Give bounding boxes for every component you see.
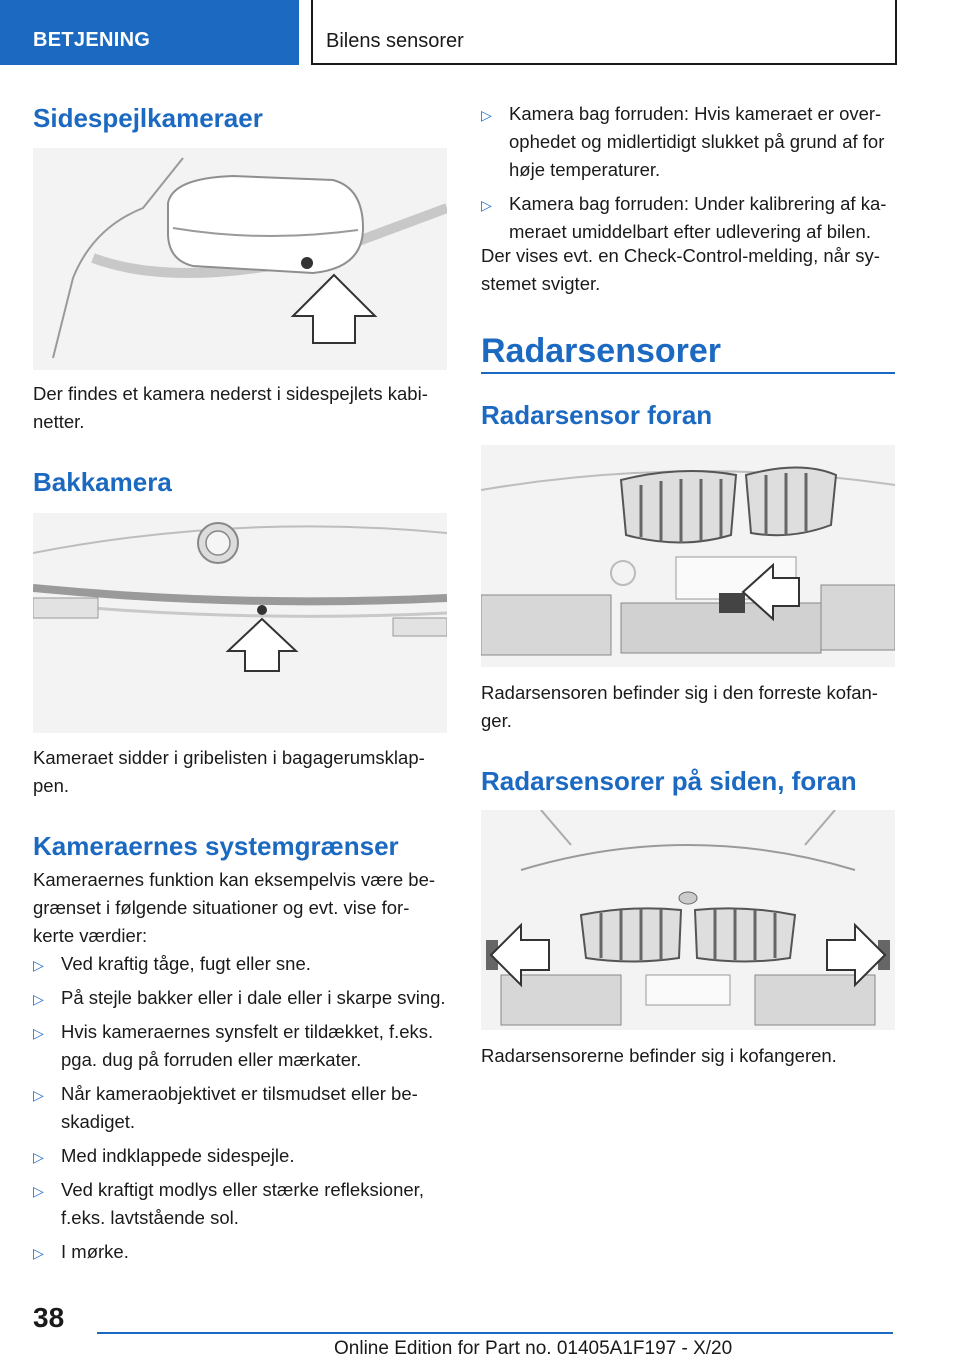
heading-front-radar: Radarsensor foran bbox=[481, 400, 713, 430]
para-camera-limits: Kameraernes funktion kan eksempelvis være be-grænset i følgende situationer og evt. vise for-kerte værdier: bbox=[33, 869, 436, 946]
list-item: ▷ I mørke. bbox=[33, 1238, 447, 1266]
list-item: ▷ Med indklappede sidespejle. bbox=[33, 1142, 447, 1170]
side-radar-illustration bbox=[481, 810, 895, 1030]
heading-camera-limits: Kameraernes systemgrænser bbox=[33, 831, 399, 861]
chapter-title: Bilens sensorer bbox=[326, 30, 464, 52]
para-front-radar: Radarsensoren befinder sig i den forreste kofan-ger. bbox=[481, 682, 878, 731]
triangle-bullet-icon: ▷ bbox=[33, 957, 44, 973]
section-tab bbox=[0, 0, 299, 65]
list-item: ▷ Hvis kameraernes synsfelt er tildækket, f.eks. pga. dug på forruden eller mærkater. bbox=[33, 1021, 434, 1070]
list-item: ▷ Ved kraftig tåge, fugt eller sne. bbox=[33, 950, 447, 978]
footer-edition: Online Edition for Part no. 01405A1F197 - X/20 bbox=[334, 1338, 733, 1359]
front-radar-illustration bbox=[481, 445, 895, 667]
list-item: ▷ Ved kraftigt modlys eller stærke refleksioner, f.eks. lavtstående sol. bbox=[33, 1179, 424, 1228]
triangle-bullet-icon: ▷ bbox=[33, 991, 44, 1007]
para-mirror-cameras: Der findes et kamera nederst i sidespejlets kabi-netter. bbox=[33, 383, 428, 432]
triangle-bullet-icon: ▷ bbox=[481, 197, 492, 213]
triangle-bullet-icon: ▷ bbox=[33, 1245, 44, 1261]
heading-side-radar: Radarsensorer på siden, foran bbox=[481, 766, 857, 796]
camera-limits-list bbox=[33, 950, 447, 1272]
footer-rule bbox=[97, 1332, 893, 1334]
page-number: 38 bbox=[33, 1302, 65, 1333]
rear-camera-illustration bbox=[33, 513, 447, 733]
triangle-bullet-icon: ▷ bbox=[33, 1149, 44, 1165]
heading-mirror-cameras: Sidespejlkameraer bbox=[33, 103, 263, 133]
para-side-radar: Radarsensorerne befinder sig i kofangeren. bbox=[481, 1045, 837, 1066]
list-item: ▷ Når kameraobjektivet er tilsmudset eller be-skadiget. bbox=[33, 1083, 418, 1132]
triangle-bullet-icon: ▷ bbox=[33, 1087, 44, 1103]
heading-radar-sensors: Radarsensorer bbox=[481, 332, 722, 370]
heading-rear-camera: Bakkamera bbox=[33, 467, 172, 497]
camera-limits-list-continued bbox=[481, 100, 895, 252]
para-rear-camera: Kameraet sidder i gribelisten i bagagerumsklap-pen. bbox=[33, 747, 425, 796]
para-check-control: Der vises evt. en Check-Control-melding, når sy-stemet svigter. bbox=[481, 245, 880, 294]
list-item: ▷ Kamera bag forruden: Under kalibrering af ka-meraet umiddelbart efter udlevering af bilen. bbox=[481, 193, 887, 242]
mirror-camera-illustration bbox=[33, 148, 447, 370]
chapter-box bbox=[311, 0, 897, 65]
list-item: ▷ På stejle bakker eller i dale eller i skarpe sving. bbox=[33, 984, 447, 1012]
heading-rule bbox=[481, 372, 895, 374]
triangle-bullet-icon: ▷ bbox=[481, 107, 492, 123]
section-title: BETJENING bbox=[33, 29, 151, 51]
list-item: ▷ Kamera bag forruden: Hvis kameraet er over-ophedet og midlertidigt slukket på grund af for høje temperaturer. bbox=[481, 103, 885, 180]
triangle-bullet-icon: ▷ bbox=[33, 1025, 44, 1041]
triangle-bullet-icon: ▷ bbox=[33, 1183, 44, 1199]
